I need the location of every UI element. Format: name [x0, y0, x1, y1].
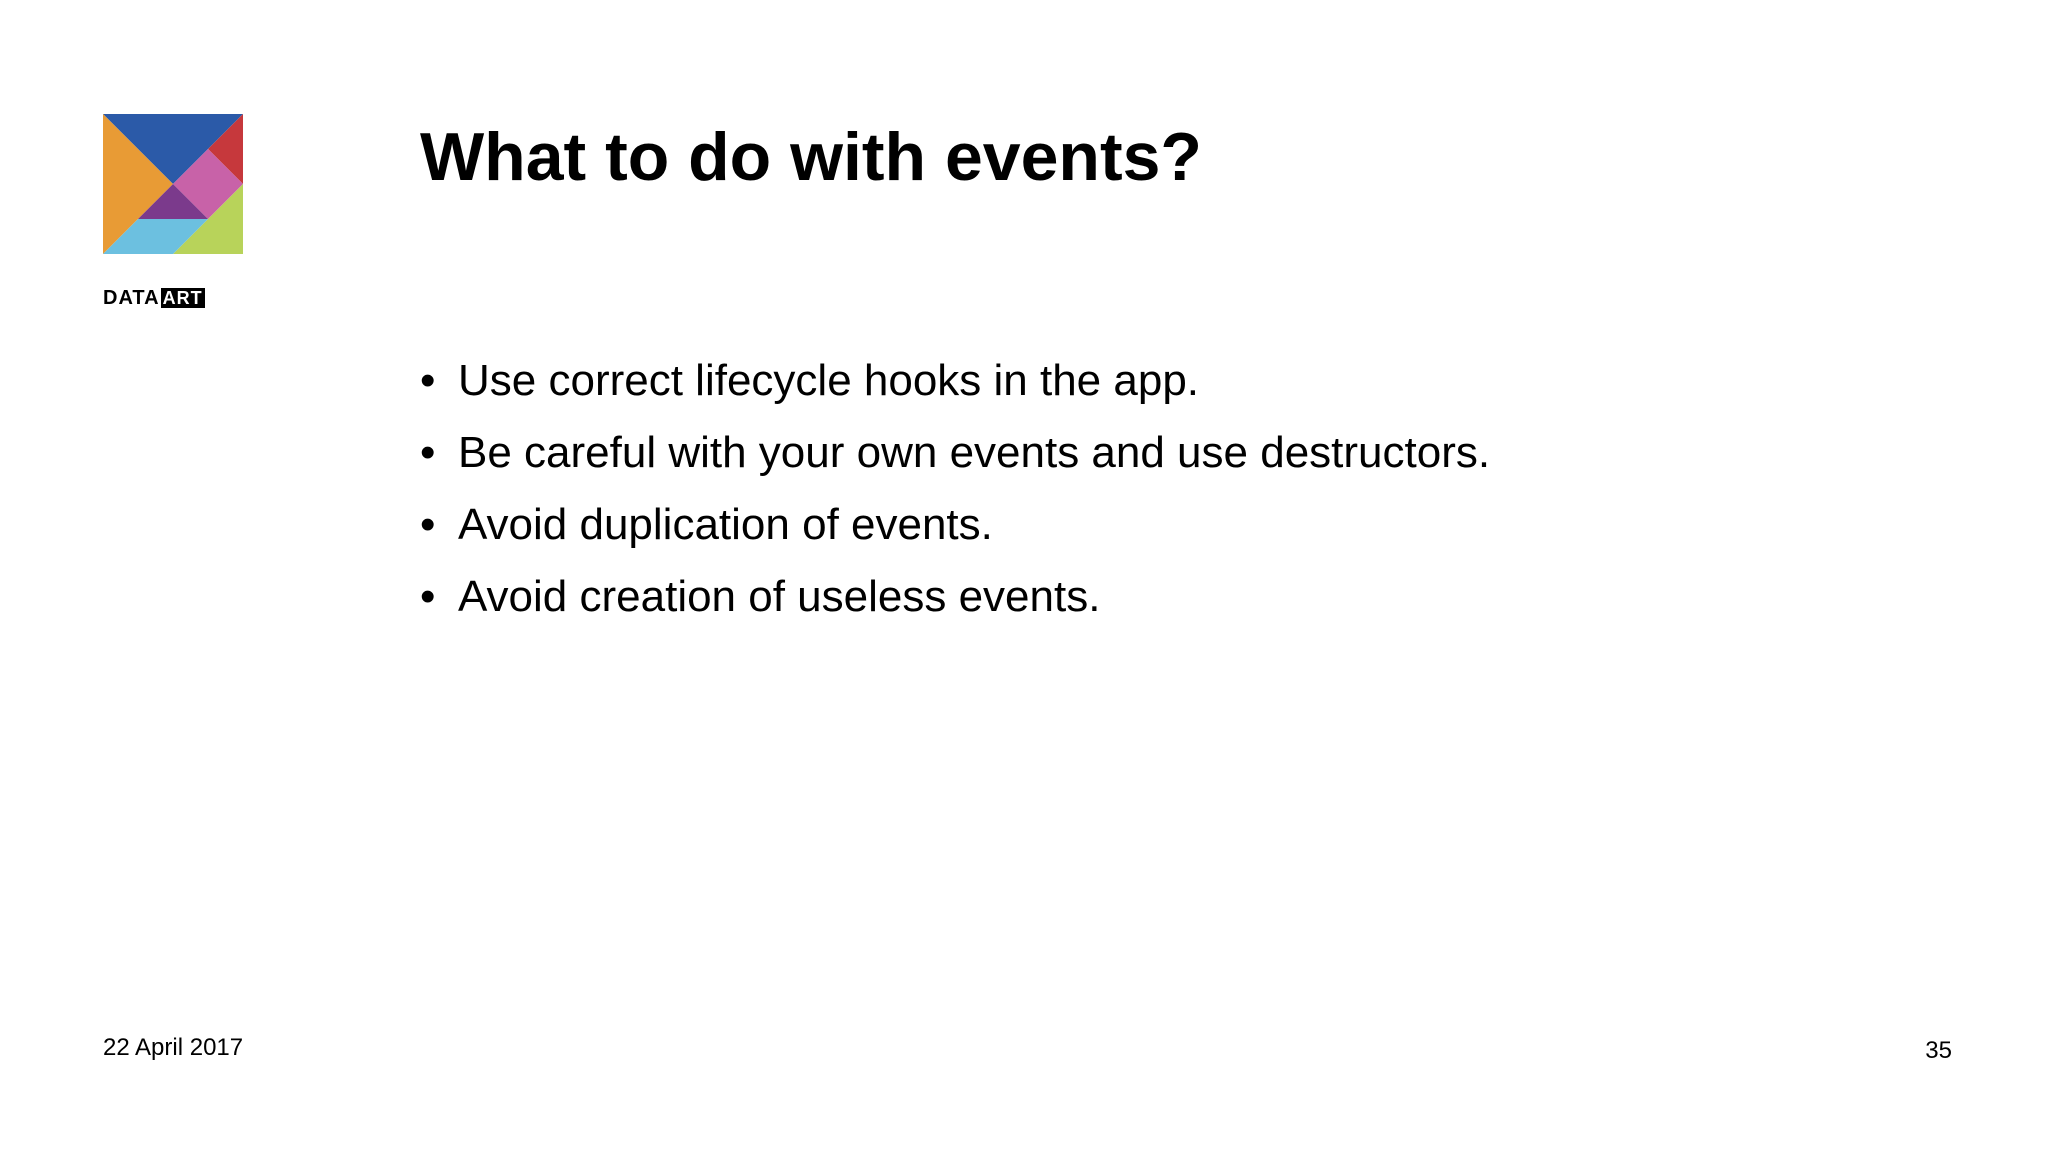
bullet-item [420, 561, 1490, 633]
bullet-text: Avoid duplication of events. [458, 500, 993, 549]
slide-title: What to do with events? [420, 119, 1202, 195]
bullet-item [420, 345, 1490, 417]
bullet-item [420, 417, 1490, 489]
bullet-marker: • [420, 356, 436, 405]
wordmark-art: ART [162, 288, 203, 308]
bullet-marker: • [420, 428, 436, 477]
footer-date: 22 April 2017 [103, 1034, 244, 1061]
bullet-list [420, 345, 1490, 633]
bullet-marker: • [420, 500, 436, 549]
page-number: 35 [1925, 1037, 1952, 1064]
bullet-text: Avoid creation of useless events. [458, 572, 1101, 621]
bullet-marker: • [420, 572, 436, 621]
wordmark-data: DATA [103, 287, 160, 309]
dataart-wordmark [103, 287, 243, 309]
tangram-logo-graphic [103, 114, 243, 254]
dataart-logo-icon [103, 114, 243, 254]
bullet-text: Be careful with your own events and use destructors. [458, 428, 1491, 477]
bullet-text: Use correct lifecycle hooks in the app. [458, 356, 1200, 405]
bullet-item [420, 489, 1490, 561]
